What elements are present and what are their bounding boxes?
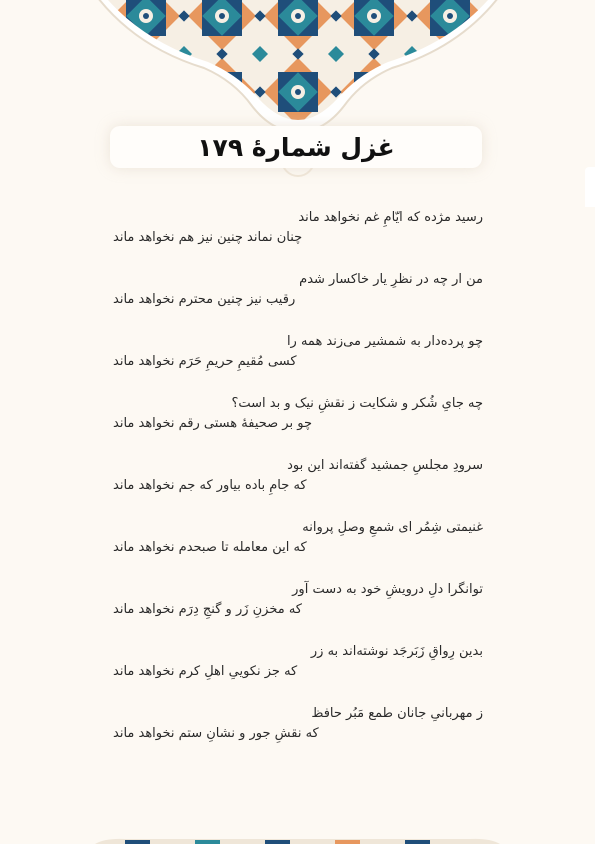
hemistich-second: چنان نماند چنین نیز هم نخواهد ماند xyxy=(113,230,303,245)
hemistich-first: ز مهربانیِ جانان طمع مَبُر حافظ xyxy=(311,706,483,721)
hemistich-second: که جز نکوییِ اهلِ کرم نخواهد ماند xyxy=(113,664,298,679)
hemistich-second: رقیب نیز چنین محترم نخواهد ماند xyxy=(113,292,296,307)
hemistich-first: سرودِ مجلسِ جمشید گفته‌اند این بود xyxy=(287,458,483,473)
side-tab xyxy=(585,167,595,207)
hemistich-first: بدین رِواقِ زَبَرجَد نوشته‌اند به زر xyxy=(310,644,483,659)
couplet xyxy=(113,516,483,578)
couplet xyxy=(113,330,483,392)
bottom-ornament-strip xyxy=(95,836,500,844)
page-title: غزل شمارهٔ ۱۷۹ xyxy=(197,133,395,162)
couplet xyxy=(113,392,483,454)
couplet xyxy=(113,702,483,764)
couplet xyxy=(113,268,483,330)
hemistich-second: که این معامله تا صبحدم نخواهد ماند xyxy=(113,540,307,555)
hemistich-second: که مخزنِ زَر و گنجِ دِرَم نخواهد ماند xyxy=(113,602,302,617)
hemistich-second: که جامِ باده بیاور که جم نخواهد ماند xyxy=(113,478,307,493)
poem-body xyxy=(113,206,483,764)
hemistich-first: غنیمتی شِمُر ای شمعِ وصلِ پروانه xyxy=(302,520,483,535)
hemistich-second: کسی مُقیمِ حریمِ حَرَم نخواهد ماند xyxy=(113,354,297,369)
couplet xyxy=(113,454,483,516)
hemistich-first: چو پرده‌دار به شمشیر می‌زند همه را xyxy=(286,334,483,349)
hemistich-first: توانگرا دلِ درویشِ خود به دست آور xyxy=(292,582,483,597)
hemistich-second: که نقشِ جور و نشانِ ستم نخواهد ماند xyxy=(113,726,319,741)
couplet xyxy=(113,206,483,268)
hemistich-first: من ار چه در نظرِ یار خاکسار شدم xyxy=(299,272,483,287)
hemistich-first: رسید مژده که ایّامِ غم نخواهد ماند xyxy=(298,210,483,225)
hemistich-first: چه جایِ شُکر و شکایت ز نقشِ نیک و بد است؟ xyxy=(231,396,483,411)
couplet xyxy=(113,578,483,640)
couplet xyxy=(113,640,483,702)
hemistich-second: چو بر صحیفهٔ هستی رقم نخواهد ماند xyxy=(113,416,312,431)
